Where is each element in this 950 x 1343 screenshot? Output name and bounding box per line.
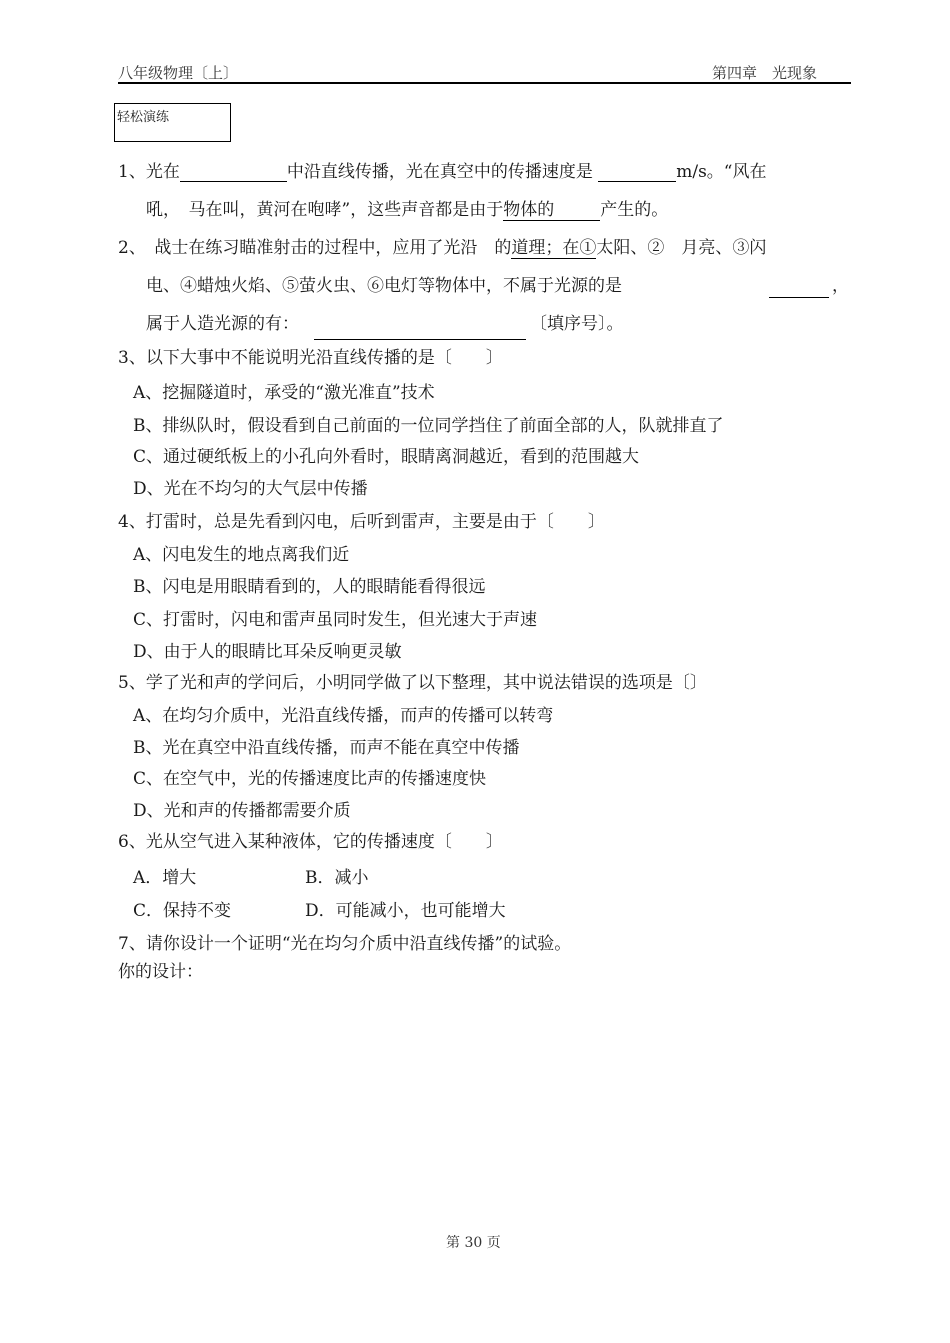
section-label-box: [114, 103, 231, 142]
q2-text-a: 2、 战士在练习瞄准射击的过程中，应用了光沿 的: [118, 238, 512, 258]
section-label: 轻松演练: [117, 110, 170, 125]
q3-option-b[interactable]: B、排纵队时，假设看到自己前面的一位同学挡住了前面全部的人，队就排直了: [133, 416, 724, 436]
q4-option-a[interactable]: A、闪电发生的地点离我们近: [133, 545, 350, 565]
q4-option-b[interactable]: B、闪电是用眼睛看到的，人的眼睛能看得很远: [133, 577, 486, 597]
q1-text-e: 产生的。: [600, 200, 669, 220]
q3-option-c[interactable]: C、通过硬纸板上的小孔向外看时，眼睛离洞越近，看到的范围越大: [133, 447, 640, 467]
question-2-line-1: [118, 238, 766, 258]
q2-text-a2: 太阳、② 月亮、③闪: [596, 238, 767, 258]
q2-text-c: 属于人造光源的有：: [146, 314, 299, 334]
q1-text-a: 1、光在: [118, 162, 180, 182]
q2-text-b: 电、④蜡烛火焰、⑤萤火虫、⑥电灯等物体中，不属于光源的是: [146, 276, 622, 296]
q2-text-end: 〔填序号〕。: [530, 314, 624, 334]
q2-text-underlined: 道理；在①: [511, 238, 597, 258]
q6-option-c[interactable]: C．保持不变: [133, 901, 232, 921]
q7-answer-area[interactable]: [118, 990, 838, 1190]
q3-option-a[interactable]: A、挖掘隧道时，承受的“激光准直”技术: [133, 383, 435, 403]
question-2-line-3: [146, 314, 299, 334]
header-divider: [118, 82, 851, 84]
q4-option-d[interactable]: D、由于人的眼睛比耳朵反响更灵敏: [133, 642, 402, 662]
q1-text-underlined: 物体的: [503, 200, 555, 220]
q1-blank-3[interactable]: [554, 202, 600, 221]
q1-blank-1[interactable]: [180, 163, 287, 182]
q1-text-c: m/s。“风在: [676, 162, 767, 182]
q1-blank-2[interactable]: [598, 163, 676, 182]
q1-text-b: 中沿直线传播，光在真空中的传播速度是: [286, 162, 593, 182]
question-5-stem: 5、学了光和声的学问后，小明同学做了以下整理，其中说法错误的选项是〔〕: [118, 673, 707, 693]
q6-option-a[interactable]: A．增大: [133, 868, 197, 888]
question-4-stem: 4、打雷时，总是先看到闪电，后听到雷声，主要是由于〔 〕: [118, 512, 605, 532]
question-7-stem: 7、请你设计一个证明“光在均匀介质中沿直线传播”的试验。: [118, 934, 572, 954]
question-2-line-2: [146, 276, 622, 296]
q5-option-c[interactable]: C、在空气中，光的传播速度比声的传播速度快: [133, 769, 487, 789]
q3-option-d[interactable]: D、光在不均匀的大气层中传播: [133, 479, 368, 499]
question-6-stem: 6、光从空气进入某种液体，它的传播速度〔 〕: [118, 832, 503, 852]
header-left: 八年级物理〔上〕: [118, 64, 239, 82]
header-right: 第四章 光现象: [712, 64, 818, 82]
question-3-stem: 3、以下大事中不能说明光沿直线传播的是〔 〕: [118, 348, 503, 368]
q6-option-d[interactable]: D．可能减小，也可能增大: [305, 901, 506, 921]
page-number: 第 30 页: [446, 1235, 501, 1251]
q1-text-d: 吼， 马在叫，黄河在咆哮”，这些声音都是由于: [146, 200, 504, 220]
question-1-line-2: [146, 200, 668, 221]
q6-option-b[interactable]: B．减小: [305, 868, 369, 888]
q5-option-b[interactable]: B、光在真空中沿直线传播，而声不能在真空中传播: [133, 738, 520, 758]
q7-answer-label: 你的设计：: [118, 962, 203, 982]
q2-blank-2[interactable]: [314, 320, 526, 340]
q5-option-d[interactable]: D、光和声的传播都需要介质: [133, 801, 351, 821]
q4-option-c[interactable]: C、打雷时，闪电和雷声虽同时发生，但光速大于声速: [133, 610, 538, 630]
question-1-line-1: [118, 162, 767, 182]
q2-comma: ，: [832, 276, 849, 296]
q5-option-a[interactable]: A、在均匀介质中，光沿直线传播，而声的传播可以转弯: [133, 706, 554, 726]
q2-blank-1[interactable]: [769, 278, 829, 298]
